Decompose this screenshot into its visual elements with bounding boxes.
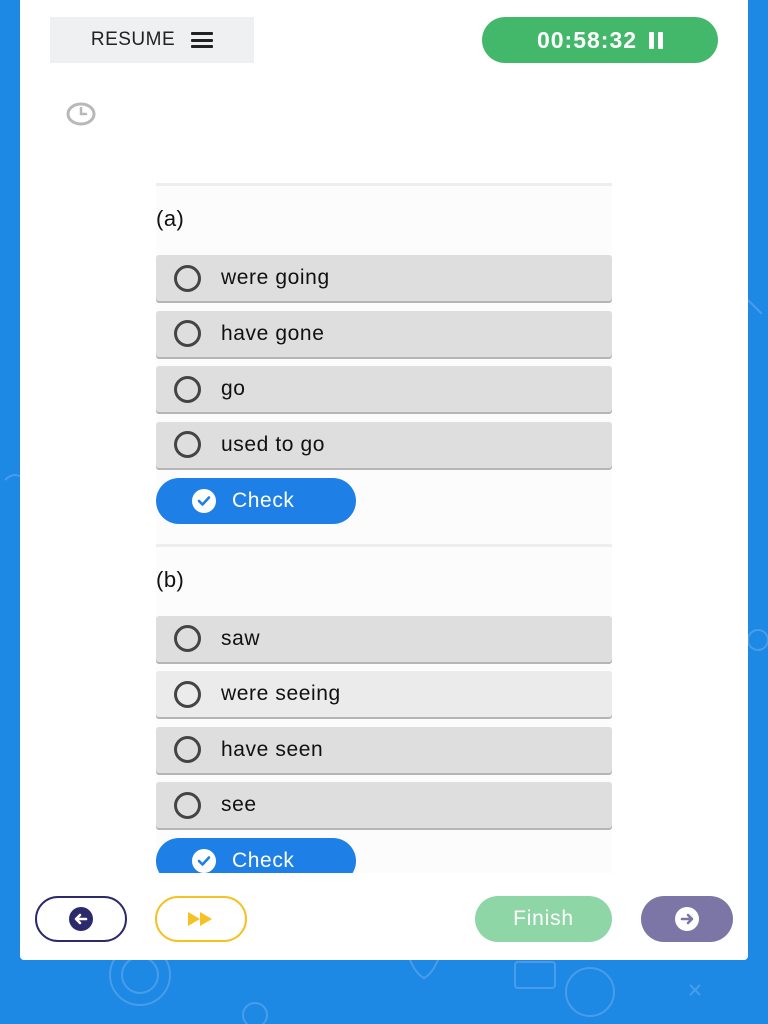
radio-icon[interactable] — [174, 736, 201, 763]
hamburger-icon — [191, 32, 213, 48]
check-button[interactable] — [156, 838, 356, 873]
radio-icon[interactable] — [174, 431, 201, 458]
question-b — [156, 544, 612, 874]
option-label: saw — [221, 626, 261, 650]
radio-icon[interactable] — [174, 625, 201, 652]
option-have-seen[interactable] — [156, 727, 612, 773]
check-label: Check — [232, 849, 295, 872]
radio-icon[interactable] — [174, 320, 201, 347]
radio-icon[interactable] — [174, 681, 201, 708]
check-label: Check — [232, 488, 295, 512]
clock-icon — [66, 102, 96, 126]
arrow-left-icon — [68, 906, 94, 932]
next-button[interactable] — [641, 896, 733, 942]
pause-icon[interactable] — [649, 32, 663, 49]
option-label: go — [221, 377, 246, 400]
option-go[interactable] — [156, 366, 612, 412]
question-label: (b) — [156, 566, 185, 592]
option-label: see — [221, 793, 257, 816]
option-were-seeing[interactable] — [156, 671, 612, 717]
radio-icon[interactable] — [174, 792, 201, 819]
option-label: were seeing — [221, 682, 341, 705]
fast-forward-icon — [186, 910, 216, 928]
option-label: have seen — [221, 737, 324, 761]
check-circle-icon — [192, 489, 216, 513]
question-a — [156, 183, 612, 544]
radio-icon[interactable] — [174, 376, 201, 403]
question-label: (a) — [156, 206, 185, 231]
option-were-going[interactable] — [156, 255, 612, 301]
arrow-right-icon — [674, 906, 700, 932]
resume-button[interactable] — [50, 17, 254, 63]
option-saw[interactable] — [156, 616, 612, 662]
questions-scroll-area[interactable] — [156, 183, 612, 873]
option-used-to-go[interactable] — [156, 422, 612, 468]
check-button[interactable] — [156, 478, 356, 524]
option-label: were going — [221, 266, 330, 289]
option-label: have gone — [221, 321, 325, 345]
option-see[interactable] — [156, 782, 612, 828]
resume-label: RESUME — [90, 29, 176, 50]
finish-label: Finish — [513, 907, 574, 930]
quiz-card — [20, 0, 748, 960]
previous-button[interactable] — [35, 896, 127, 942]
option-label: used to go — [221, 432, 326, 456]
timer-pill[interactable] — [482, 17, 718, 63]
timer-text: 00:58:32 — [536, 26, 638, 53]
finish-button[interactable] — [475, 896, 612, 942]
option-have-gone[interactable] — [156, 311, 612, 357]
check-circle-icon — [192, 849, 216, 873]
radio-icon[interactable] — [174, 265, 201, 292]
skip-button[interactable] — [155, 896, 247, 942]
